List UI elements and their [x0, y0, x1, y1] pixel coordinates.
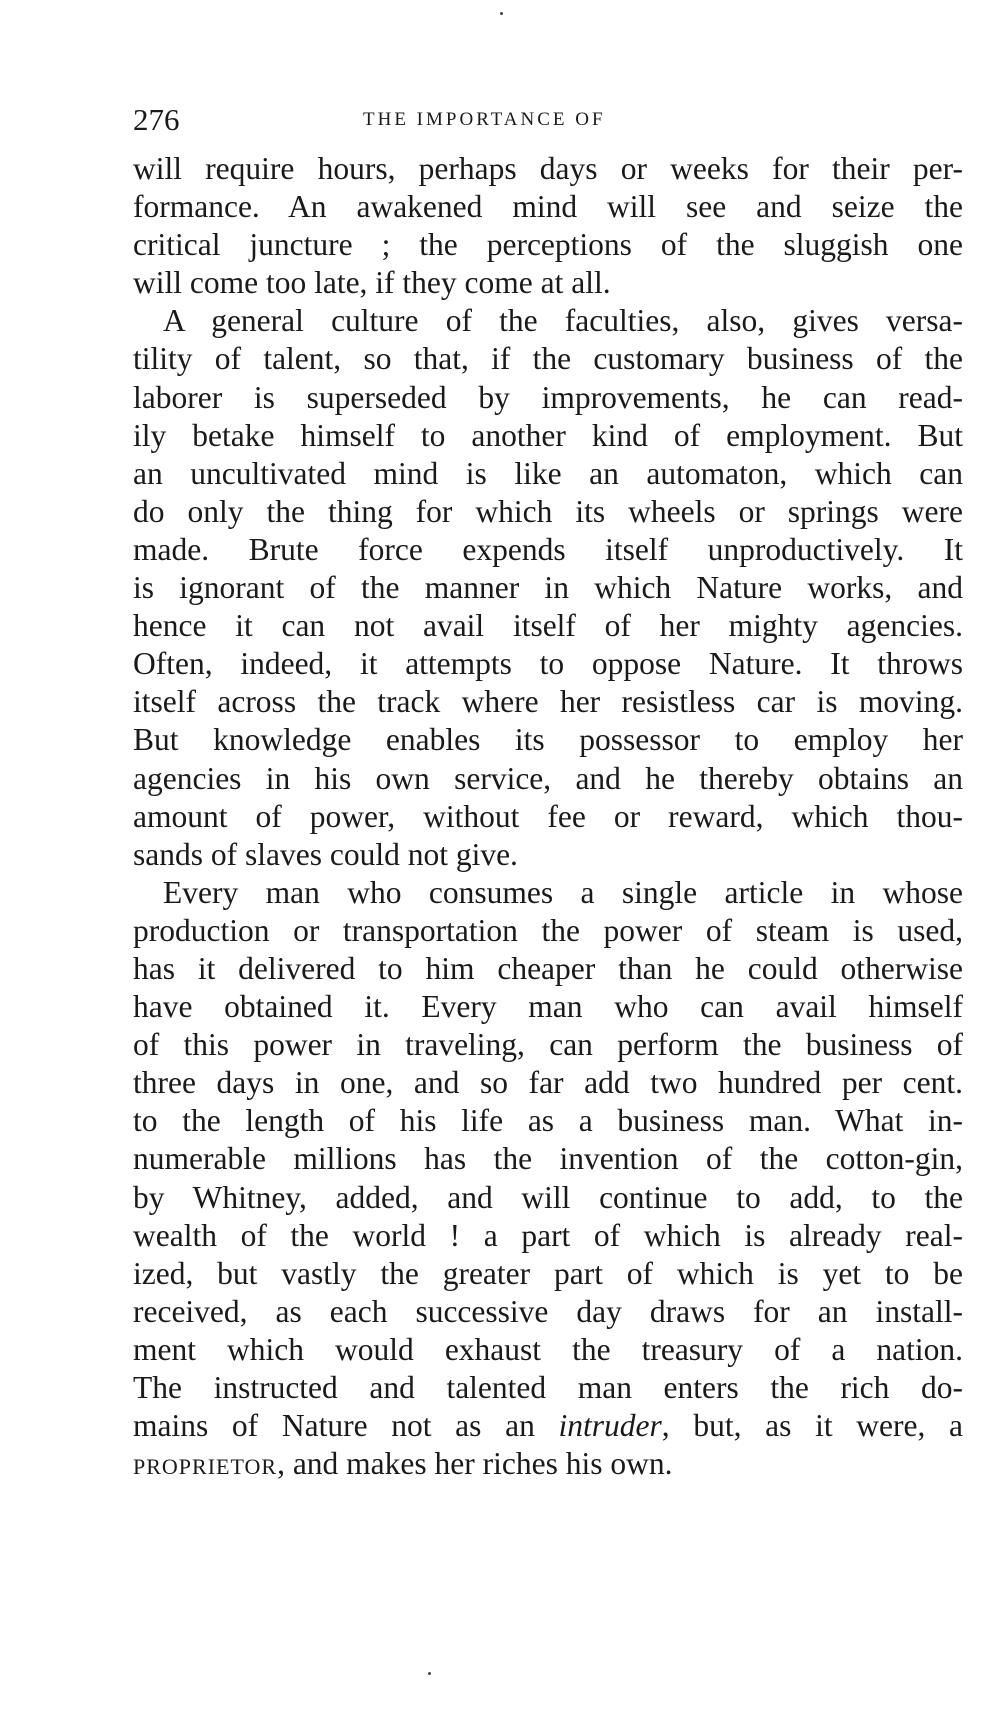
text-line: an uncultivated mind is like an automaton, which can [133, 455, 963, 491]
text-line: wealth of the world ! a part of which is already real- [133, 1217, 963, 1253]
text-line: ized, but vastly the greater part of which is yet to be [133, 1255, 963, 1291]
paragraph-2 [133, 302, 963, 873]
text-line: will require hours, perhaps days or weeks for their per- [133, 151, 963, 186]
text-line: critical juncture ; the perceptions of the sluggish one [133, 227, 963, 263]
text-line: Every man who consumes a single article in whose [163, 874, 963, 910]
text-line: is ignorant of the manner in which Nature works, and [133, 570, 963, 606]
text-line: by Whitney, added, and will continue to add, to the [133, 1179, 963, 1215]
text-line: agencies in his own service, and he thereby obtains an [133, 760, 963, 796]
text-line: will come too late, if they come at all. [133, 265, 611, 301]
text-line: have obtained it. Every man who can avail himself [133, 989, 963, 1025]
text-line: formance. An awakened mind will see and seize the [133, 189, 963, 225]
printing-mark [428, 1672, 431, 1675]
text-line: do only the thing for which its wheels or springs were [133, 493, 963, 529]
text-line: hence it can not avail itself of her mighty agencies. [133, 608, 963, 644]
text-line: ily betake himself to another kind of employment. But [133, 417, 963, 453]
page-body [133, 150, 963, 1483]
text-line: received, as each successive day draws for an install- [133, 1293, 963, 1329]
text-line: itself across the track where her resistless car is moving. [133, 684, 963, 720]
text-line: numerable millions has the invention of the cotton-gin, [133, 1141, 963, 1177]
text-line: production or transportation the power of steam is used, [133, 912, 963, 948]
text-line: sands of slaves could not give. [133, 836, 518, 872]
text-line: Often, indeed, it attempts to oppose Nature. It throws [133, 646, 963, 682]
text-line: has it delivered to him cheaper than he could otherwise [133, 950, 963, 986]
text-line: made. Brute force expends itself unproductively. It [133, 531, 963, 567]
text-line: three days in one, and so far add two hundred per cent. [133, 1065, 963, 1101]
paragraph-1 [133, 150, 963, 302]
text-fragment: mains of Nature not as an [133, 1408, 535, 1444]
text-line: to the length of his life as a business man. What in- [133, 1103, 963, 1139]
text-line [133, 1407, 963, 1445]
text-fragment: , but, as it were, a [661, 1408, 963, 1444]
text-line [133, 1445, 963, 1483]
text-line: amount of power, without fee or reward, which thou- [133, 798, 963, 834]
text-line: of this power in traveling, can perform the business of [133, 1027, 963, 1063]
text-line: laborer is superseded by improvements, he can read- [133, 379, 963, 415]
paragraph-3 [133, 874, 963, 1484]
text-line: A general culture of the faculties, also, gives versa- [163, 303, 963, 339]
text-line: tility of talent, so that, if the customary business of the [133, 341, 963, 377]
small-caps-word: proprietor [133, 1446, 278, 1482]
italic-word: intruder [558, 1408, 662, 1444]
printing-mark [500, 12, 503, 15]
text-line: ment which would exhaust the treasury of a nation. [133, 1331, 963, 1367]
page-number: 276 [133, 102, 180, 137]
text-line: But knowledge enables its possessor to employ her [133, 722, 963, 758]
page-header [133, 100, 963, 140]
text-fragment: , and makes her riches his own. [277, 1446, 673, 1482]
text-line: The instructed and talented man enters the rich do- [133, 1370, 963, 1405]
running-head: THE IMPORTANCE OF [363, 109, 606, 130]
